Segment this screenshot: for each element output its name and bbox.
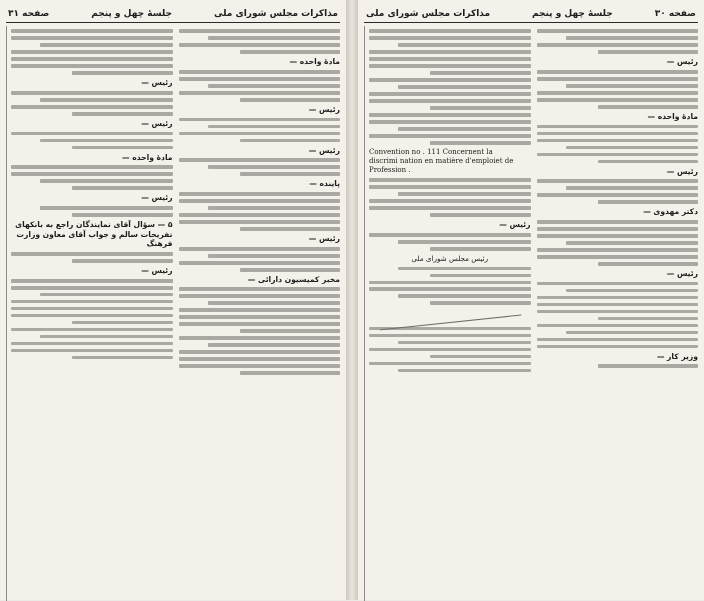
paragraph-heading: رئیس — [308, 104, 340, 114]
convention-title: Convention no . 111 Concernent la [369, 147, 493, 156]
convention-subtitle: discrimi nation en matière d'emploiet de [369, 156, 514, 165]
left-page-column-2 [6, 26, 173, 601]
paragraph-heading: رئیس — [308, 145, 340, 155]
convention-subtitle: Profession . [369, 165, 411, 174]
paragraph-heading: رئیس — [666, 166, 698, 176]
right-page-source: مذاکرات مجلس شورای ملی [366, 9, 491, 19]
paragraph-heading: رئیس — [141, 78, 173, 88]
right-page-header [364, 6, 698, 23]
paragraph-heading: مادهٔ واحده — [647, 111, 698, 121]
right-page [358, 0, 704, 600]
paragraph-heading: رئیس — [499, 220, 531, 230]
paragraph-heading: مادهٔ واحده — [122, 152, 173, 162]
signature-caption: رئیس مجلس شورای ملی [411, 253, 489, 263]
left-page-column-1 [179, 26, 341, 601]
paragraph-heading: وزیر کار — [656, 351, 698, 361]
left-page-header [6, 6, 340, 23]
page-gutter [346, 0, 358, 600]
paragraph-heading: رئیس — [308, 233, 340, 243]
paragraph-heading: مخبر کمیسیون دارائی — [247, 274, 340, 284]
paragraph-heading: رئیس — [666, 268, 698, 278]
section-heading: ۵ — سؤال آقای نمایندگان راجع به بانکهای تفریحات سالم و جواب آقای معاون وزارت فرهنگ [15, 220, 173, 249]
paragraph-heading: رئیس — [141, 193, 173, 203]
left-page-session: جلسهٔ چهل و پنجم [91, 9, 173, 19]
paragraph-heading: دکتر مهدوی — [643, 207, 698, 217]
left-page [0, 0, 346, 600]
left-page-source: مذاکرات مجلس شورای ملی [213, 9, 338, 19]
right-page-session: جلسهٔ چهل و پنجم [531, 9, 613, 19]
right-page-number: صفحه ۳۰ [654, 9, 696, 19]
paragraph-heading: رئیس — [141, 265, 173, 275]
paragraph-heading: رئیس — [666, 57, 698, 67]
paragraph-heading: پاینده — [309, 179, 340, 189]
right-page-column-2 [364, 26, 531, 601]
paragraph-heading: رئیس — [141, 118, 173, 128]
right-page-column-1 [537, 26, 699, 601]
left-page-number: صفحه ۳۱ [8, 9, 50, 19]
paragraph-heading: مادهٔ واحده — [289, 57, 340, 67]
